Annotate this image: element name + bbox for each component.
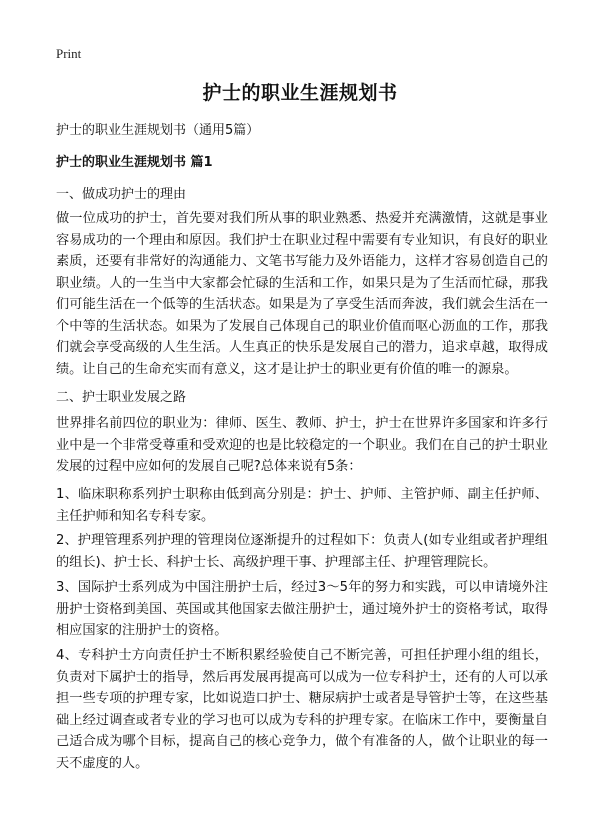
document-subtitle: 护士的职业生涯规划书（通用5篇） [56, 123, 260, 138]
heading-career-path: 二、护士职业发展之路 [56, 390, 187, 405]
list-item-management: 2、护理管理系列护理的管理岗位逐渐提升的过程如下：负责人(如专业组或者护理组的组长)、护士长、科护士长、高级护理干事、护理部主任、护理管理院长。 [56, 533, 548, 570]
heading-reasons: 一、做成功护士的理由 [56, 187, 187, 202]
section-heading: 护士的职业生涯规划书 篇1 [56, 155, 213, 170]
paragraph-reasons: 做一位成功的护士，首先要对我们所从事的职业熟悉、热爱并充满激情，这就是事业容易成功的一个理由和原因。我们护士在职业过程中需要有专业知识，有良好的职业素质，还要有非常好的沟通能力、文笔书写能力及外语能力，这样才容易创造自己的职业绩。人的一生当中大家都会忙碌的生活和工作，如果只是为了生活而忙碌，那我们可能生活在一个低等的生活状态。如果是为了享受生活而奔波，我们就会生活在一个中等的生活状态。如果为了发展自己体现自己的职业价值而呕心沥血的工作，那我们就会享受高级的人生生活。人生真正的快乐是发展自己的潜力，追求卓越，取得成绩。让自己的生命充实而有意义，这才是让护士的职业更有价值的唯一的源泉。 [56, 211, 548, 377]
list-item-specialist: 4、专科护士方向责任护士不断积累经验使自己不断完善，可担任护理小组的组长，负责对下属护士的指导，然后再发展再提高可以成为一位专科护士，还有的人可以承担一些专项的护理专家，比如说造口护士、糖尿病护士或者是导管护士等，在这些基础上经过调查或者专业的学习也可以成为专科的护理专家。在临床工作中，要衡量自己适合成为哪个目标，提高自己的核心竞争力，做个有准备的人，做个让职业的每一天不虚度的人。 [56, 648, 548, 771]
paragraph-career-path: 世界排名前四位的职业为：律师、医生、教师、护士，护士在世界许多国家和许多行业中是一个非常受尊重和受欢迎的也是比较稳定的一个职业。我们在自己的护士职业发展的过程中应如何的发展自己呢?总体来说有5条： [56, 416, 548, 474]
page-title: 护士的职业生涯规划书 [202, 82, 398, 104]
list-item-clinical: 1、临床职称系列护士职称由低到高分别是：护士、护师、主管护师、副主任护师、主任护师和知名专科专家。 [56, 487, 548, 524]
print-link[interactable]: Print [56, 46, 82, 61]
list-item-international: 3、国际护士系列成为中国注册护士后，经过3～5年的努力和实践，可以申请境外注册护士资格到美国、英国或其他国家去做注册护士，通过境外护士的资格考试，取得相应国家的注册护士的资格。 [56, 580, 548, 638]
